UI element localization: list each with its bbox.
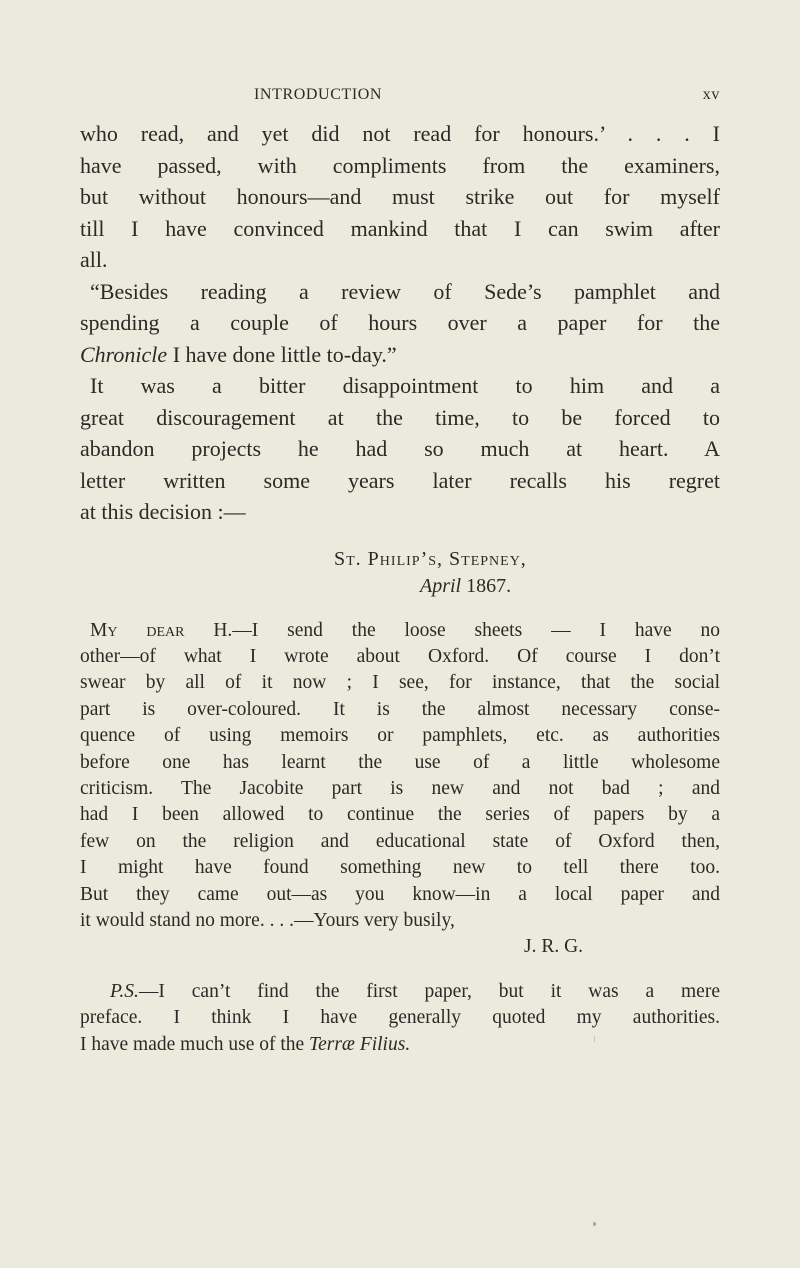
text-line: but without honours—and must strike out for myself bbox=[80, 184, 720, 209]
text-line: few on the religion and educational state of Oxford then, bbox=[80, 830, 720, 852]
text-line: it would stand no more. . . .—Yours very busily, bbox=[80, 909, 455, 931]
text-line: preface. I think I have generally quoted my authorities. bbox=[80, 1007, 720, 1029]
running-title: INTRODUCTION bbox=[254, 86, 383, 103]
page-body bbox=[80, 118, 720, 1058]
text-line bbox=[80, 979, 720, 1005]
text-line: all. bbox=[80, 247, 108, 272]
text-line: at this decision :— bbox=[80, 499, 246, 524]
book-title: Terræ Filius. bbox=[309, 1033, 411, 1055]
text-fragment: I have done little to-day.” bbox=[167, 341, 397, 367]
address-place: St. Philip’s, Stepney, bbox=[334, 547, 527, 570]
text-line: other—of what I wrote about Oxford. Of course I don’t bbox=[80, 645, 720, 667]
page-number: xv bbox=[702, 86, 720, 103]
date-year: 1867. bbox=[461, 574, 512, 597]
newspaper-title: Chronicle bbox=[80, 341, 168, 367]
text-line: It was a bitter disappointment to him and a bbox=[90, 373, 720, 398]
text-line: quence of using memoirs or pamphlets, etc. as authorities bbox=[80, 725, 720, 747]
text-line: great discouragement at the time, to be forced to bbox=[80, 404, 720, 430]
letter-address bbox=[80, 546, 720, 600]
text-line: swear by all of it now ; I see, for instance, that the social bbox=[80, 672, 720, 694]
paper-mark bbox=[594, 1036, 595, 1042]
text-line bbox=[80, 618, 720, 644]
text-line: spending a couple of hours over a paper for the bbox=[80, 310, 720, 335]
text-line: I might have found something new to tell there too. bbox=[80, 857, 720, 879]
text-line bbox=[80, 1032, 720, 1058]
text-line: abandon projects he had so much at heart. A bbox=[80, 436, 720, 461]
text-line: criticism. The Jacobite part is new and not bad ; and bbox=[80, 777, 720, 799]
date-month: April bbox=[420, 574, 462, 597]
text-line bbox=[80, 339, 720, 371]
text-line: “Besides reading a review of Sede’s pamphlet and bbox=[90, 278, 720, 304]
ps-label: P.S. bbox=[110, 980, 139, 1002]
text-line: had I been allowed to continue the series of papers by a bbox=[80, 804, 720, 826]
paragraph-3 bbox=[80, 370, 720, 528]
signature: J. R. G. bbox=[524, 936, 584, 958]
text-line: But they came out—as you know—in a local paper and bbox=[80, 883, 720, 905]
postscript bbox=[80, 979, 720, 1058]
paragraph-2 bbox=[80, 276, 720, 371]
paragraph-1 bbox=[80, 118, 720, 276]
paper-speck bbox=[593, 1222, 596, 1226]
text-line: have passed, with compliments from the examiners, bbox=[80, 152, 720, 178]
text-line: till I have convinced mankind that I can swim after bbox=[80, 215, 720, 241]
text-fragment: H.—I send the loose sheets — I have no bbox=[184, 619, 721, 641]
text-line: before one has learnt the use of a little wholesome bbox=[80, 751, 720, 773]
letter-body bbox=[80, 618, 720, 1059]
address-date bbox=[334, 573, 720, 600]
text-line: letter written some years later recalls his regret bbox=[80, 467, 720, 493]
salutation: My dear bbox=[90, 619, 185, 641]
text-fragment: —I can’t find the first paper, but it was a mere bbox=[138, 980, 720, 1002]
text-line: part is over-coloured. It is the almost necessary conse- bbox=[80, 698, 720, 720]
text-line: who read, and yet did not read for honours.’ . . . I bbox=[80, 121, 720, 146]
text-fragment: I have made much use of the bbox=[80, 1033, 310, 1055]
